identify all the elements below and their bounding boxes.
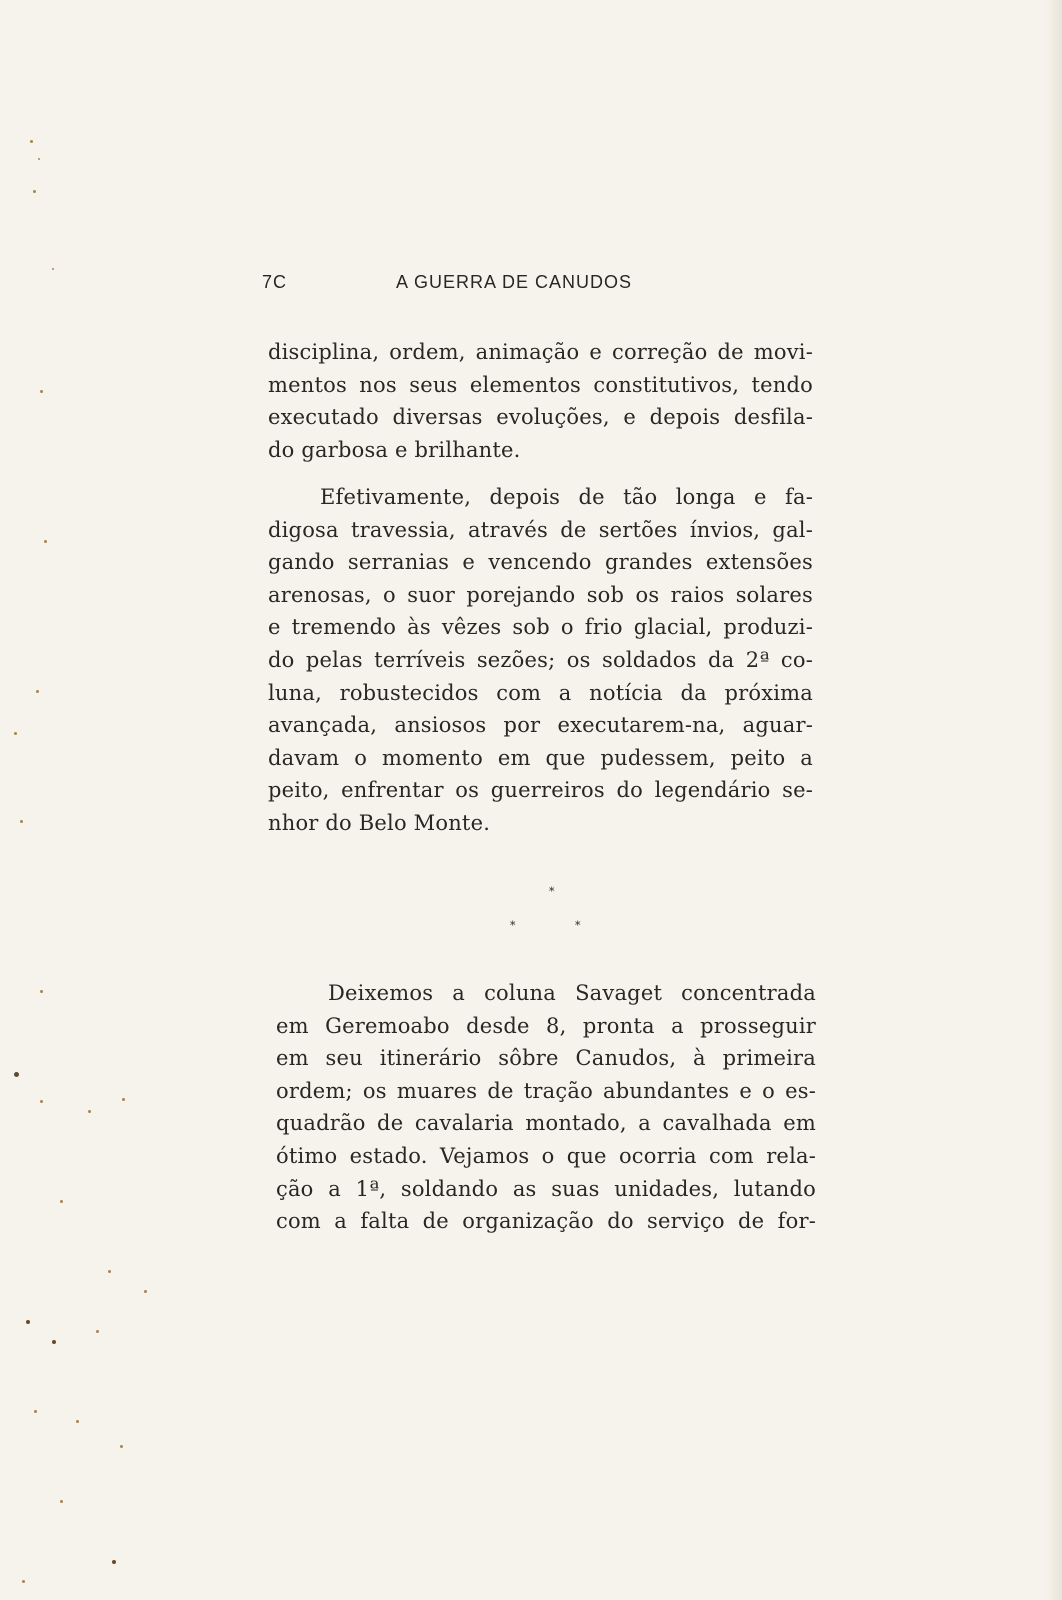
paragraph-2	[268, 481, 813, 840]
text-line: quadrão de cavalaria montado, a cavalhada em	[276, 1111, 816, 1136]
text-line: davam o momento em que pudessem, peito a	[268, 745, 813, 770]
text-line: avançada, ansiosos por executarem-na, aguar-	[268, 713, 813, 738]
text-line: em seu itinerário sôbre Canudos, à primeira	[276, 1046, 816, 1071]
paragraph-1	[268, 336, 813, 466]
text-line: ótimo estado. Vejamos o que ocorria com rela-	[276, 1143, 816, 1168]
text-line: nhor do Belo Monte.	[268, 810, 491, 835]
text-line: com a falta de organização do serviço de for-	[276, 1209, 816, 1234]
text-line: disciplina, ordem, animação e correção de movi-	[268, 340, 813, 364]
text-line: peito, enfrentar os guerreiros do legendário se-	[268, 778, 813, 803]
text-line: gando serranias e vencendo grandes extensões	[268, 550, 813, 575]
text-line: ção a 1ª, soldando as suas unidades, lutando	[276, 1176, 816, 1201]
text-line: em Geremoabo desde 8, pronta a prosseguir	[276, 1013, 816, 1038]
text-line: Deixemos a coluna Savaget concentrada	[328, 981, 816, 1005]
text-line: executado diversas evoluções, e depois desfila-	[268, 405, 813, 430]
book-title: A GUERRA DE CANUDOS	[396, 272, 633, 292]
running-head	[262, 272, 682, 298]
asterisk: *	[549, 885, 555, 898]
page-number: 7C	[262, 272, 288, 292]
asterisk: *	[510, 919, 516, 932]
paragraph-3	[276, 977, 816, 1238]
text-line: digosa travessia, através de sertões ínvios, gal-	[268, 517, 813, 542]
text-line: arenosas, o suor porejando sob os raios solares	[268, 582, 813, 607]
asterisk: *	[575, 919, 581, 932]
text-line: do pelas terríveis sezões; os soldados da 2ª co-	[268, 647, 813, 672]
text-line: ordem; os muares de tração abundantes e o es-	[276, 1078, 816, 1103]
text-line: mentos nos seus elementos constitutivos, tendo	[268, 372, 813, 397]
text-line: do garbosa e brilhante.	[268, 437, 521, 462]
text-line: e tremendo às vêzes sob o frio glacial, produzi-	[268, 615, 813, 640]
text-line: Efetivamente, depois de tão longa e fa-	[320, 485, 813, 509]
text-line: luna, robustecidos com a notícia da próxima	[268, 680, 813, 705]
page-edge	[1046, 0, 1062, 1600]
